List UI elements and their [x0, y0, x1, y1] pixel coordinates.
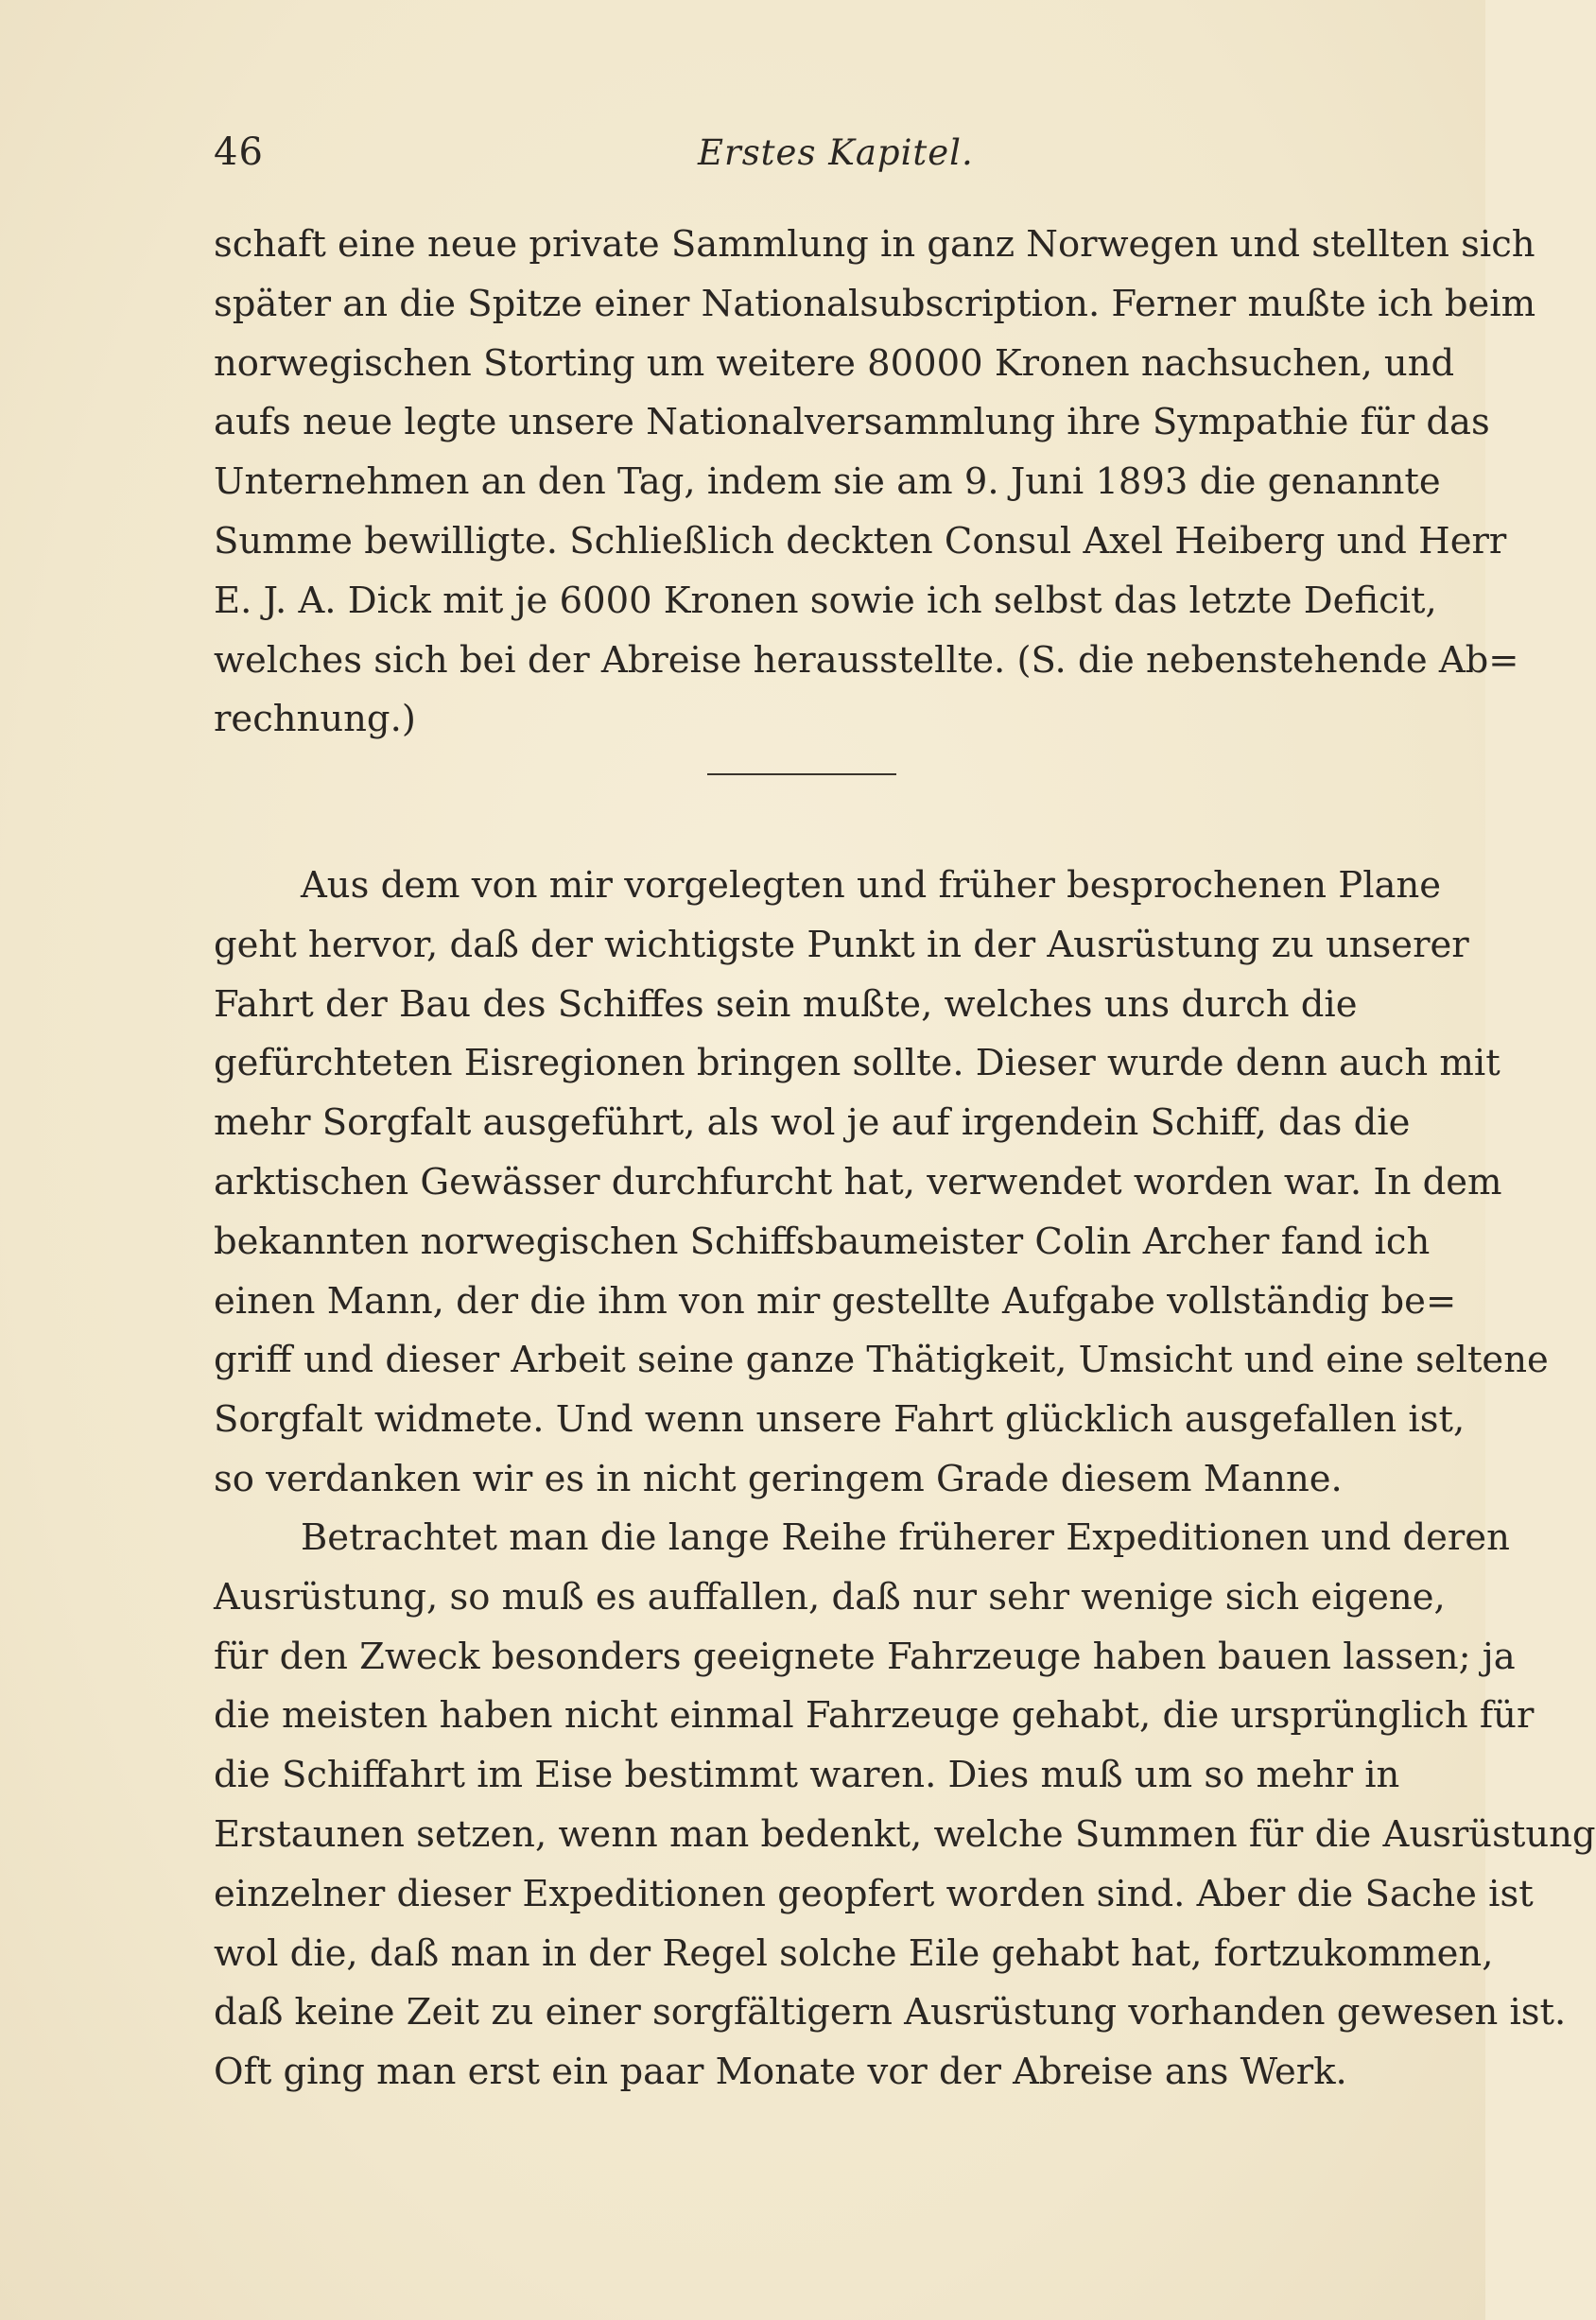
section-divider: [707, 773, 896, 775]
page-header: [214, 130, 1292, 187]
text-line: Unternehmen an den Tag, indem sie am 9. Juni 1893 die genannte: [214, 460, 1441, 504]
text-line: griff und dieser Arbeit seine ganze Thätigkeit, Umsicht und eine seltene: [214, 1339, 1549, 1382]
text-line: welches sich bei der Abreise herausstellte. (S. die nebenstehende Ab=: [214, 638, 1519, 682]
running-head: Erstes Kapitel.: [698, 132, 974, 173]
text-line: gefürchteten Eisregionen bringen sollte. Dieser wurde denn auch mit: [214, 1042, 1501, 1085]
text-line: Sorgfalt widmete. Und wenn unsere Fahrt glücklich ausgefallen ist,: [214, 1398, 1466, 1442]
text-line: mehr Sorgfalt ausgeführt, als wol je auf irgendein Schiff, das die: [214, 1101, 1411, 1145]
text-line: später an die Spitze einer Nationalsubscription. Ferner mußte ich beim: [214, 282, 1536, 325]
text-line: so verdanken wir es in nicht geringem Grade diesem Manne.: [214, 1457, 1343, 1500]
text-line: die Schiffahrt im Eise bestimmt waren. Dies muß um so mehr in: [214, 1754, 1400, 1797]
text-line: Oft ging man erst ein paar Monate vor der Abreise ans Werk.: [214, 2051, 1347, 2094]
text-line: Aus dem von mir vorgelegten und früher besprochenen Plane: [301, 864, 1442, 907]
text-line: daß keine Zeit zu einer sorgfältigern Ausrüstung vorhanden gewesen ist.: [214, 1991, 1567, 2034]
text-line: wol die, daß man in der Regel solche Eile gehabt hat, fortzukommen,: [214, 1931, 1494, 1975]
paragraph-2: [214, 857, 1549, 1510]
page-number: 46: [214, 130, 264, 174]
text-line: E. J. A. Dick mit je 6000 Kronen sowie ich selbst das letzte Deficit,: [214, 579, 1437, 622]
text-line: arktischen Gewässer durchfurcht hat, verwendet worden war. In dem: [214, 1160, 1502, 1203]
paragraph-3: [214, 1509, 1596, 2103]
text-line: aufs neue legte unsere Nationalversammlung ihre Sympathie für das: [214, 401, 1490, 444]
text-line: schaft eine neue private Sammlung in ganz Norwegen und stellten sich: [214, 223, 1535, 266]
text-line: einzelner dieser Expeditionen geopfert worden sind. Aber die Sache ist: [214, 1872, 1534, 1915]
text-line: norwegischen Storting um weitere 80000 Kronen nachsuchen, und: [214, 341, 1455, 385]
text-line: Ausrüstung, so muß es auffallen, daß nur sehr wenige sich eigene,: [214, 1575, 1446, 1619]
text-line: Fahrt der Bau des Schiffes sein mußte, welches uns durch die: [214, 982, 1358, 1026]
text-line: für den Zweck besonders geeignete Fahrzeuge haben bauen lassen; ja: [214, 1635, 1516, 1678]
text-line: Summe bewilligte. Schließlich deckten Consul Axel Heiberg und Herr: [214, 519, 1507, 563]
text-line: geht hervor, daß der wichtigste Punkt in der Ausrüstung zu unserer: [214, 923, 1469, 966]
text-line: Betrachtet man die lange Reihe früherer Expeditionen und deren: [301, 1516, 1510, 1559]
text-line: bekannten norwegischen Schiffsbaumeister Colin Archer fand ich: [214, 1220, 1431, 1263]
text-line: rechnung.): [214, 698, 416, 741]
paragraph-1: [214, 216, 1536, 750]
text-line: die meisten haben nicht einmal Fahrzeuge gehabt, die ursprünglich für: [214, 1694, 1535, 1738]
text-line: einen Mann, der die ihm von mir gestellte Aufgabe vollständig be=: [214, 1279, 1457, 1323]
text-line: Erstaunen setzen, wenn man bedenkt, welche Summen für die Ausrüstung: [214, 1812, 1596, 1856]
